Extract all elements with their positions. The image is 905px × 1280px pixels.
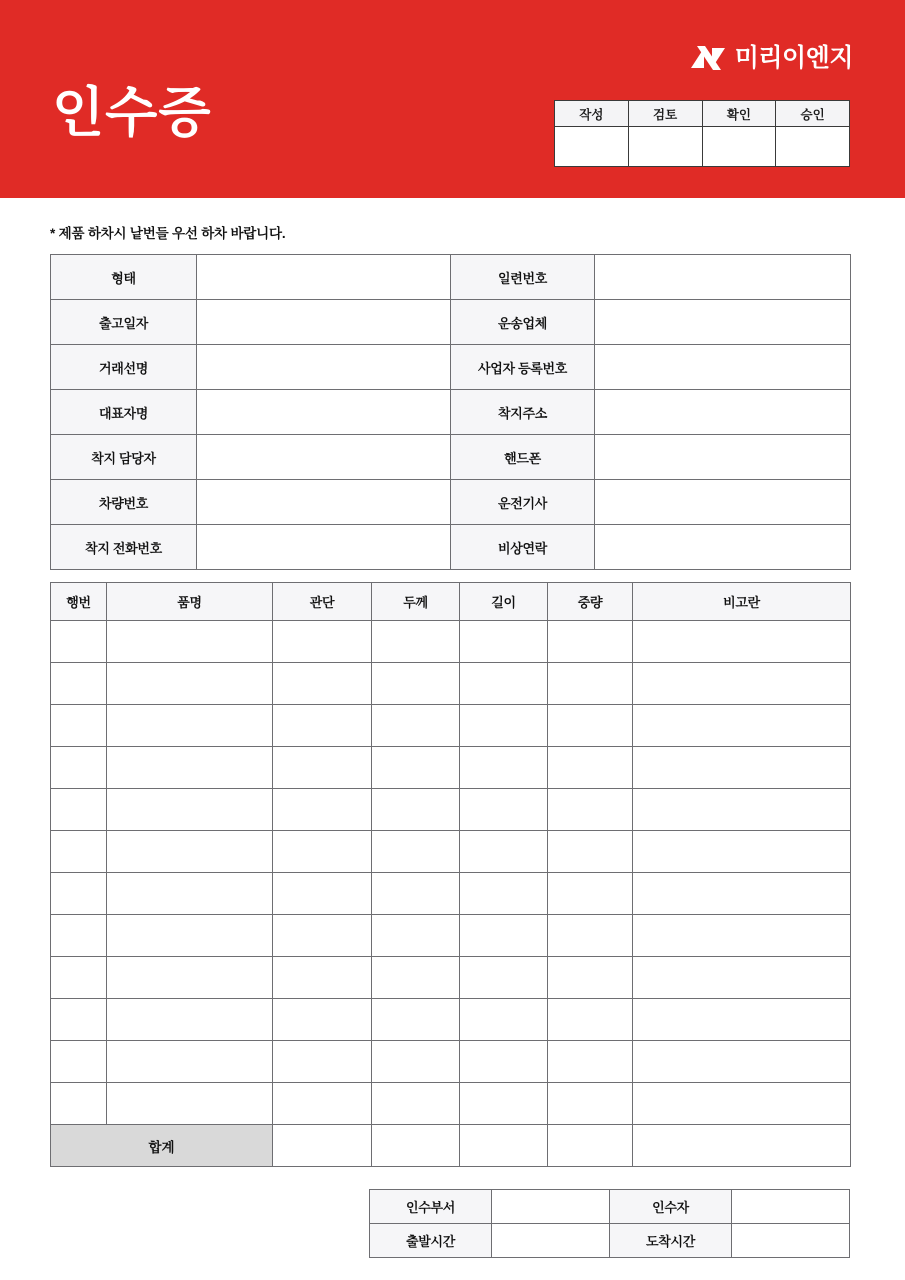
footer-value-departure-time[interactable] [492,1224,610,1258]
cell-remarks[interactable] [633,1083,851,1125]
items-col-remarks: 비고란 [633,583,851,621]
footer-value-arrival-time[interactable] [732,1224,850,1258]
info-value-representative[interactable] [197,390,451,435]
notice-text: * 제품 하차시 낱번들 우선 하차 바랍니다. [50,226,286,241]
total-remarks[interactable] [633,1125,851,1167]
footer-label-receiving-dept: 인수부서 [370,1190,492,1224]
info-value-dest-manager[interactable] [197,435,451,480]
cell-thickness[interactable] [372,747,460,789]
cell-thickness[interactable] [372,1083,460,1125]
page-title: 인수증 [52,83,212,143]
items-col-thickness: 두께 [372,583,460,621]
cell-length[interactable] [460,957,548,999]
cell-length[interactable] [460,705,548,747]
info-row [51,480,851,525]
cell-remarks[interactable] [633,873,851,915]
cell-line-no[interactable] [51,1041,107,1083]
table-row [51,831,851,873]
info-value-emergency[interactable] [595,525,851,570]
cell-gauge[interactable] [273,747,372,789]
cell-product[interactable] [107,789,273,831]
cell-length[interactable] [460,747,548,789]
footer-label-arrival-time: 도착시간 [610,1224,732,1258]
footer-label-receiver: 인수자 [610,1190,732,1224]
cell-product[interactable] [107,1083,273,1125]
info-label-business-no: 사업자 등록번호 [451,345,595,390]
info-value-serial-no[interactable] [595,255,851,300]
cell-gauge[interactable] [273,957,372,999]
approval-sign-approve[interactable] [776,127,850,167]
cell-remarks[interactable] [633,663,851,705]
table-row [51,705,851,747]
cell-remarks[interactable] [633,621,851,663]
total-gauge[interactable] [273,1125,372,1167]
cell-thickness[interactable] [372,663,460,705]
items-col-line-no: 행번 [51,583,107,621]
items-col-gauge: 관단 [273,583,372,621]
info-row [51,300,851,345]
info-row [51,345,851,390]
approval-sign-draft[interactable] [555,127,629,167]
footer-row [370,1224,850,1258]
info-row [51,390,851,435]
cell-product[interactable] [107,621,273,663]
cell-line-no[interactable] [51,831,107,873]
approval-table [554,100,850,167]
footer-value-receiving-dept[interactable] [492,1190,610,1224]
cell-line-no[interactable] [51,915,107,957]
cell-weight[interactable] [548,831,633,873]
info-label-mobile: 핸드폰 [451,435,595,480]
cell-gauge[interactable] [273,873,372,915]
info-label-serial-no: 일련번호 [451,255,595,300]
approval-sign-confirm[interactable] [702,127,776,167]
footer-area [50,1189,850,1258]
cell-weight[interactable] [548,1083,633,1125]
cell-length[interactable] [460,915,548,957]
approval-header-row [555,101,850,127]
cell-weight[interactable] [548,663,633,705]
cell-gauge[interactable] [273,1041,372,1083]
cell-length[interactable] [460,663,548,705]
table-row [51,1041,851,1083]
approval-col-draft: 작성 [555,101,629,127]
footer-label-departure-time: 출발시간 [370,1224,492,1258]
approval-sign-review[interactable] [628,127,702,167]
cell-gauge[interactable] [273,663,372,705]
cell-length[interactable] [460,1083,548,1125]
footer-value-receiver[interactable] [732,1190,850,1224]
receipt-footer-table [369,1189,850,1258]
info-value-carrier[interactable] [595,300,851,345]
cell-gauge[interactable] [273,621,372,663]
cell-remarks[interactable] [633,999,851,1041]
info-value-form[interactable] [197,255,451,300]
info-label-representative: 대표자명 [51,390,197,435]
cell-line-no[interactable] [51,999,107,1041]
info-value-business-no[interactable] [595,345,851,390]
cell-thickness[interactable] [372,621,460,663]
cell-line-no[interactable] [51,1083,107,1125]
info-label-dest-phone: 착지 전화번호 [51,525,197,570]
cell-thickness[interactable] [372,873,460,915]
footer-row [370,1190,850,1224]
cell-product[interactable] [107,705,273,747]
cell-weight[interactable] [548,1041,633,1083]
info-label-customer: 거래선명 [51,345,197,390]
brand-logo [691,44,853,72]
info-label-driver: 운전기사 [451,480,595,525]
cell-weight[interactable] [548,873,633,915]
info-value-driver[interactable] [595,480,851,525]
cell-line-no[interactable] [51,621,107,663]
cell-thickness[interactable] [372,999,460,1041]
info-label-carrier: 운송업체 [451,300,595,345]
cell-thickness[interactable] [372,705,460,747]
cell-product[interactable] [107,873,273,915]
info-value-dest-address[interactable] [595,390,851,435]
shipment-info-table [50,254,851,570]
cell-line-no[interactable] [51,663,107,705]
info-label-form: 형태 [51,255,197,300]
cell-product[interactable] [107,999,273,1041]
cell-thickness[interactable] [372,1041,460,1083]
info-row [51,525,851,570]
info-value-ship-date[interactable] [197,300,451,345]
cell-gauge[interactable] [273,999,372,1041]
cell-product[interactable] [107,831,273,873]
table-row [51,663,851,705]
info-value-dest-phone[interactable] [197,525,451,570]
cell-weight[interactable] [548,957,633,999]
info-value-mobile[interactable] [595,435,851,480]
header-band [0,0,905,198]
info-label-vehicle-no: 차량번호 [51,480,197,525]
cell-thickness[interactable] [372,789,460,831]
cell-line-no[interactable] [51,957,107,999]
info-value-vehicle-no[interactable] [197,480,451,525]
cell-product[interactable] [107,747,273,789]
table-row [51,957,851,999]
cell-weight[interactable] [548,621,633,663]
info-row [51,255,851,300]
cell-weight[interactable] [548,789,633,831]
brand-name: 미리이엔지 [734,43,853,72]
table-row [51,1083,851,1125]
cell-length[interactable] [460,999,548,1041]
table-row [51,999,851,1041]
cell-remarks[interactable] [633,747,851,789]
cell-gauge[interactable] [273,1083,372,1125]
table-row [51,621,851,663]
cell-length[interactable] [460,789,548,831]
table-row [51,873,851,915]
info-label-ship-date: 출고일자 [51,300,197,345]
document-body [0,198,905,1258]
cell-length[interactable] [460,831,548,873]
cell-thickness[interactable] [372,915,460,957]
info-value-customer[interactable] [197,345,451,390]
cell-line-no[interactable] [51,747,107,789]
cell-remarks[interactable] [633,957,851,999]
cell-line-no[interactable] [51,789,107,831]
approval-col-review: 검토 [628,101,702,127]
table-row [51,789,851,831]
info-row [51,435,851,480]
items-col-product: 품명 [107,583,273,621]
cell-product[interactable] [107,663,273,705]
cell-weight[interactable] [548,915,633,957]
cell-remarks[interactable] [633,915,851,957]
cell-remarks[interactable] [633,831,851,873]
cell-weight[interactable] [548,705,633,747]
info-label-dest-manager: 착지 담당자 [51,435,197,480]
cell-thickness[interactable] [372,831,460,873]
table-row [51,747,851,789]
items-col-length: 길이 [460,583,548,621]
cell-weight[interactable] [548,747,633,789]
total-length[interactable] [460,1125,548,1167]
cell-gauge[interactable] [273,915,372,957]
table-row [51,915,851,957]
cell-length[interactable] [460,621,548,663]
cell-gauge[interactable] [273,705,372,747]
angular-n-logo-icon [691,44,725,72]
cell-gauge[interactable] [273,831,372,873]
total-weight[interactable] [548,1125,633,1167]
cell-line-no[interactable] [51,705,107,747]
cell-thickness[interactable] [372,957,460,999]
cell-weight[interactable] [548,999,633,1041]
cell-length[interactable] [460,1041,548,1083]
info-label-emergency: 비상연락 [451,525,595,570]
approval-signature-row [555,127,850,167]
cell-remarks[interactable] [633,705,851,747]
approval-col-confirm: 확인 [702,101,776,127]
total-label: 합계 [51,1125,273,1167]
cell-line-no[interactable] [51,873,107,915]
cell-remarks[interactable] [633,789,851,831]
cell-product[interactable] [107,915,273,957]
cell-product[interactable] [107,1041,273,1083]
info-label-dest-address: 착지주소 [451,390,595,435]
approval-col-approve: 승인 [776,101,850,127]
items-body [51,621,851,1167]
cell-length[interactable] [460,873,548,915]
items-col-weight: 중량 [548,583,633,621]
items-table [50,582,851,1167]
cell-remarks[interactable] [633,1041,851,1083]
items-header-row [51,583,851,621]
cell-product[interactable] [107,957,273,999]
total-thickness[interactable] [372,1125,460,1167]
cell-gauge[interactable] [273,789,372,831]
items-total-row [51,1125,851,1167]
